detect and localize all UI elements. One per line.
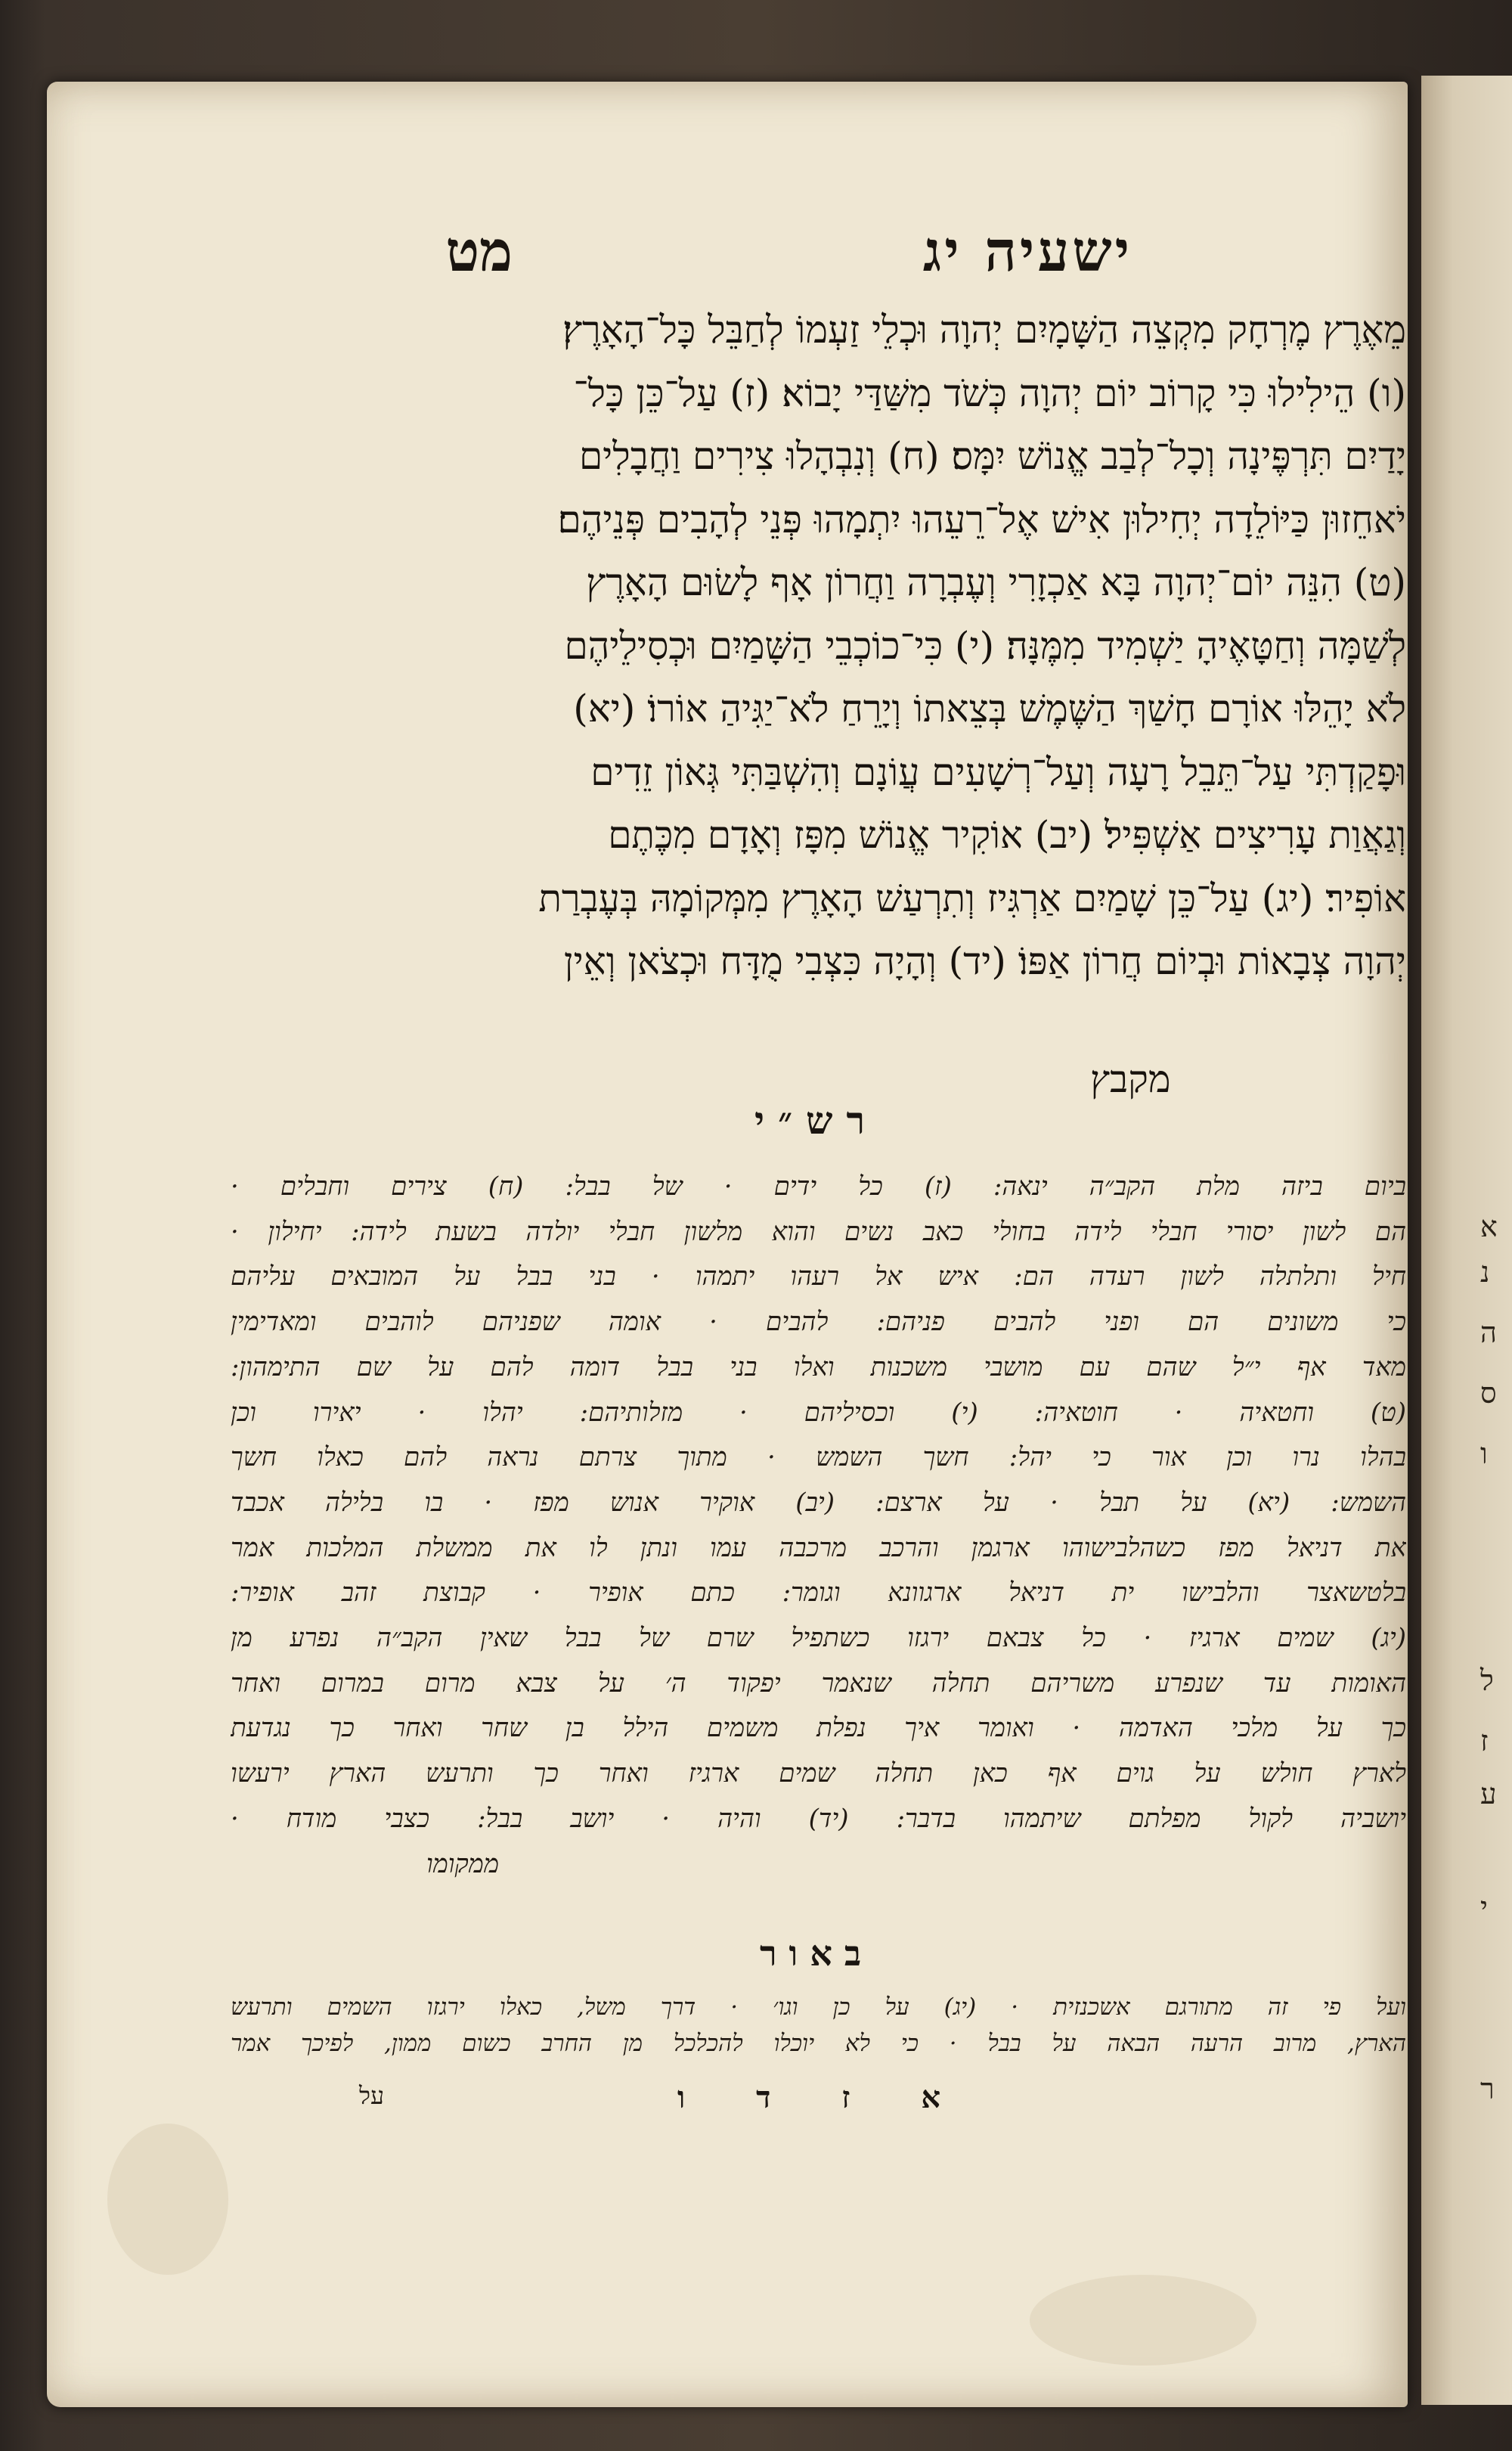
verse-line: (ט) הִנֵּה יוֹם־יְהוָה בָּא אַכְזָרִי וְעֶבְרָה וַחֲרוֹן אָף לָשׂוּם הָאָרֶץ <box>586 560 1406 604</box>
verse-line: אוֹפִיר׃ (יג) עַל־כֵּן שָׁמַיִם אַרְגִּיז וְתִרְעַשׁ הָאָרֶץ מִמְּקוֹמָהּ בְּעֶבְרַת <box>538 876 1406 920</box>
margin-fragment: א <box>1480 1210 1498 1243</box>
commentary-line: כך על מלכי האדמה · ואומר איך נפלת משמים הילל בן שחר ואחר כך נגדעת <box>231 1713 1406 1744</box>
commentary-line: ביום ביזה מלת הקב״ה ינאה: (ז) כל ידים · של בבל: (ח) צירים וחבלים · <box>231 1171 1406 1202</box>
commentary-line: ממקומו <box>426 1848 499 1879</box>
verse-line: וּפָקַדְתִּי עַל־תֵּבֵל רָעָה וְעַל־רְשָׁעִים עֲוֹנָם וְהִשְׁבַּתִּי גְּאוֹן זֵדִים <box>590 749 1406 794</box>
commentary-line: מאד אף י״ל שהם עם מושבי משכנות ואלו בני בבל דומה להם על שם התימהון: <box>231 1351 1406 1382</box>
page-stain <box>107 2124 228 2275</box>
margin-fragment: ה <box>1480 1316 1497 1349</box>
commentary-line: חיל ותלתלה לשון רעדה הם: איש אל רעהו יתמהו · בני בבל על המובאים עליהם <box>231 1261 1406 1292</box>
catchword: מקבץ <box>1090 1057 1171 1101</box>
scripture-text <box>227 299 1406 994</box>
margin-fragment: ס <box>1480 1376 1497 1410</box>
rashi-commentary <box>231 1165 1406 1887</box>
commentary-line: את דניאל מפז כשהלבישוהו ארגמן והרכב מרכבה עמו ונתן לו את ממשלת המלכות אמר <box>231 1532 1406 1563</box>
commentary-line: יושביה לקול מפלתם שיתמהו בדבר: (יד) והיה · יושב בבל: כצבי מודח · <box>231 1803 1406 1834</box>
verse-line: מֵאֶרֶץ מֶרְחָק מִקְצֵה הַשָּׁמָיִם יְהוָה וּכְלֵי זַעְמוֹ לְחַבֵּל כָּל־הָאָרֶץ׃ <box>562 308 1406 352</box>
printer-signature: א ז ד ו <box>677 2080 971 2115</box>
margin-fragment: ע <box>1480 1777 1497 1810</box>
commentary-line: בהלו נרו וכן אור כי יהל: חשך השמש · מתוך צרתם נראה להם כאלו חשך <box>231 1442 1406 1473</box>
beur-heading: באור <box>759 1933 874 1974</box>
verse-line: יֹאחֵזוּן כַּיּוֹלֵדָה יְחִילוּן אִישׁ אֶל־רֵעֵהוּ יִתְמָהוּ פְּנֵי לְהָבִים פְּנֵיהֶם׃ <box>557 497 1406 541</box>
rashi-heading: רש״י <box>754 1098 879 1143</box>
page-number: מט <box>445 219 513 284</box>
commentary-line: בלטשאצר והלבישו ית דניאל ארגוונא וגומר: כתם אופיר · קבוצת זהב אופיר: <box>231 1578 1406 1609</box>
commentary-line: הם לשון יסורי חבלי לידה בחולי כאב נשים והוא מלשון חבלי יולדה בשעת לידה: יחילון · <box>231 1216 1406 1247</box>
beur-line: ועל פי זה מתורגם אשכנזית · (יג) על כן וגו׳ · דרך משל, כאלו ירגזו השמים ותרעש <box>231 1993 1406 2021</box>
verse-line: לֹא יָהֵלּוּ אוֹרָם חָשַׁךְ הַשֶּׁמֶשׁ בְּצֵאתוֹ וְיָרֵחַ לֹא־יַגִּיהַ אוֹרוֹ׃ (יא) <box>573 687 1406 731</box>
verse-line: יָדַיִם תִּרְפֶּינָה וְכָל־לְבַב אֱנוֹשׁ יִמָּס׃ (ח) וְנִבְהָלוּ צִירִים וַחֲבָלִים <box>578 434 1406 478</box>
margin-fragment: נ <box>1480 1255 1490 1289</box>
commentary-line: לארץ חולש על גוים אף כאן תחלה שמים ארגיז ואחר כך ותרעש הארץ ירעשו <box>231 1758 1406 1789</box>
margin-fragment: ו <box>1480 1437 1488 1470</box>
verse-line: יְהוָה צְבָאוֹת וּבְיוֹם חֲרוֹן אַפּוֹ׃ (יד) וְהָיָה כִּצְבִי מֻדָּח וּכְצֹאן וְאֵין <box>563 939 1406 983</box>
running-header <box>240 219 1405 302</box>
commentary-line: (ט) וחטאיה · חוטאיה: (י) וכסיליהם · מזלותיהם: יהלו · יאירו וכן <box>231 1397 1406 1428</box>
verse-line: לְשַׁמָּה וְחַטָּאֶיהָ יַשְׁמִיד מִמֶּנָּה׃ (י) כִּי־כוֹכְבֵי הַשָּׁמַיִם וּכְסִילֵיהֶם <box>564 623 1406 668</box>
beur-commentary <box>231 1989 1406 2062</box>
bottom-catchword: על <box>359 2081 385 2110</box>
page-stain <box>1030 2275 1256 2366</box>
commentary-line: (יג) שמים ארגיז · כל צבאם ירגזו כשתפיל שרם של בבל שאין הקב״ה נפרע מן <box>231 1623 1406 1654</box>
commentary-line: השמש: (יא) על תבל · על ארצם: (יב) אוקיר אנוש מפז · בו בלילה אכבד <box>231 1487 1406 1518</box>
book-chapter-title: ישעיה יג <box>922 219 1132 284</box>
commentary-line: האומות עד שנפרע משריהם תחלה שנאמר יפקוד ה׳ על צבא מרום במרום ואחר <box>231 1668 1406 1699</box>
margin-fragment: ר <box>1480 2072 1495 2105</box>
verse-line: (ו) הֵילִילוּ כִּי קָרוֹב יוֹם יְהוָה כְּשֹׁד מִשַּׁדַּי יָבוֹא׃ (ז) עַל־כֵּן כָּל־ <box>573 371 1406 415</box>
verse-line: וְגַאֲוַת עָרִיצִים אַשְׁפִּיל׃ (יב) אוֹקִיר אֱנוֹשׁ מִפָּז וְאָדָם מִכֶּתֶם <box>608 813 1406 857</box>
commentary-line: כי משונים הם ופני להבים פניהם: להבים · אומה שפניהם לוהבים ומאדימין <box>231 1307 1406 1338</box>
beur-line: הארץ, מרוב הרעה הבאה על בבל · כי לא יוכלו להכלכל מן החרב כשום ממון, לפיכך אמר <box>231 2030 1406 2057</box>
margin-fragment: ז <box>1480 1724 1489 1758</box>
margin-fragment: י <box>1480 1891 1488 1924</box>
margin-fragment: ל <box>1480 1664 1494 1697</box>
adjacent-page-edge <box>1421 76 1512 2405</box>
